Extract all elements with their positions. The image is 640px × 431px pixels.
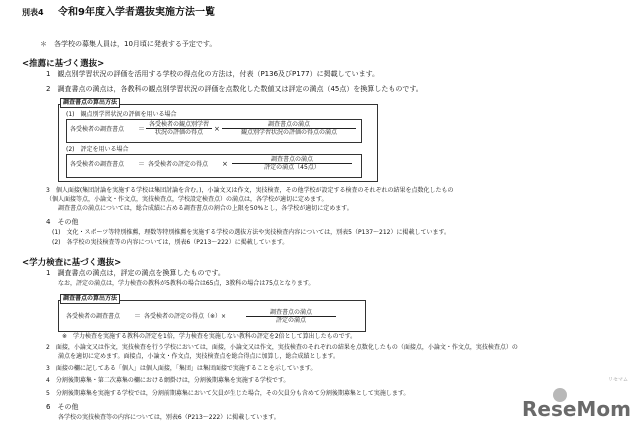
case2-label: (2) 評定を用いる場合	[66, 146, 129, 153]
s1-item4: 4 その他	[46, 218, 79, 226]
section-heading-academic-test: <学力検査に基づく選抜>	[22, 258, 122, 268]
case2-lhs: 各受検者の調査書点	[70, 161, 125, 168]
s2-calc-fraction	[246, 309, 336, 324]
s2-calc-note: ※ 学力検査を実施する教科の評定を1倍，学力検査を実施しない教科の評定を2倍として算出したものです。	[62, 333, 357, 340]
case2-mid: 各受検者の評定の得点	[148, 161, 209, 168]
case1-fraction-2	[222, 121, 356, 136]
case1-frac2-den: 観点別学習状況の評価の得点の満点	[240, 129, 337, 136]
table-label: 別表4	[22, 8, 44, 17]
case2-frac-num: 調査書点の満点	[232, 156, 352, 164]
s1-item4-1: (1) 文化・スポーツ等特別推薦，理数等特別推薦を実施する学校の選抜方法や実技検査内容については，別表5（P137～212）に掲載しています。	[52, 229, 451, 236]
case1-label: (1) 観点別学習状況の評価を用いる場合	[66, 111, 177, 118]
s2-item5: 5 分割後期募集を実施する学校では，分割前期募集において欠員が生じた場合，その欠員分も含めて分割後期募集として実施します。	[46, 390, 410, 397]
s1-item4-2: (2) 各学校の実技検査等の内容については，別表6（P213～222）に掲載しています。	[52, 239, 289, 246]
multiply-sign: ×	[214, 125, 220, 133]
s2-item4: 4 分割後期募集・第二次募集の欄における網掛けは，分割後期募集を実施する学校です。	[46, 377, 290, 384]
equals-sign: ＝	[138, 125, 145, 133]
s2-item1-line2: なお，評定の満点は，学力検査の教科が5教科の場合は65点，3教科の場合は75点となります。	[58, 280, 315, 287]
s2-calc-mid: 各受検者の評定の得点（※）×	[144, 313, 227, 320]
calc-method-tag-1: 調査書点の算出方法	[60, 98, 120, 108]
multiply-sign: ×	[222, 160, 228, 168]
logo-small-text: リセマム	[608, 377, 628, 383]
resemom-logo: ReseMom	[522, 397, 631, 421]
s1-item3-line2: （個人面接等点，小論文・作文点，実技検査点，学校設定検査点）の満点は，各学校が適切に定めます。	[46, 196, 328, 203]
case2-fraction	[232, 156, 352, 171]
s2-item2-line1: 2 面接，小論文又は作文，実技検査を行う学校においては，面接，小論文又は作文，実技検査のそれぞれの結果を点数化したもの（面接点，小論文・作文点，実技検査点）の	[46, 344, 518, 351]
case2-frac-den: 評定の満点（45点）	[264, 164, 320, 171]
equals-sign: ＝	[138, 160, 145, 168]
s2-item2-line2: 満点を適切に定めます。面接点，小論文・作文点，実技検査点を総合得点に加算し，総合成績とします。	[58, 353, 340, 360]
s2-frac-den: 評定の満点	[275, 317, 306, 324]
s1-item3-line1: 3 個人面接(集団討論を実施する学校は集団討論を含む。)，小論文又は作文，実技検査，その他学校が設定する検査のそれぞれの結果を点数化したもの	[46, 187, 454, 194]
s2-item3: 3 面接の欄に記してある「個人」は個人面接，「集団」は集団面接で実施することを示しています。	[46, 365, 317, 372]
calc-method-tag-2: 調査書点の算出方法	[60, 294, 120, 304]
s2-item1-line1: 1 調査書点の満点は，評定の満点を換算したものです。	[46, 269, 225, 277]
s1-item2: 2 調査書点の満点は，各教科の観点別学習状況の評価を点数化した数値又は評定の満点（45点）を換算したものです。	[46, 85, 423, 93]
case1-fraction-1	[146, 121, 212, 136]
notice-text: ＊ 各学校の募集人員は，10月頃に発表する予定です。	[40, 40, 217, 48]
case1-frac2-num: 調査書点の満点	[222, 121, 356, 129]
s2-frac-num: 調査書点の満点	[246, 309, 336, 317]
page-title: 令和9年度入学者選抜実施方法一覧	[58, 7, 215, 18]
equals-sign: ＝	[134, 312, 141, 320]
case1-frac1-den: 状況の評価の得点	[154, 129, 203, 136]
section-heading-recommendation: <推薦に基づく選抜>	[22, 59, 105, 69]
case1-lhs: 各受検者の調査書点	[70, 126, 125, 133]
s2-item6-1: 各学校の実技検査等の内容については，別表6（P213～222）に掲載しています。	[58, 414, 280, 421]
s1-item3-line3: 調査書点の満点については，総合成績に占める調査書点の割合の上限を50%とし，各学校が適切に定めます。	[58, 205, 353, 212]
s2-item6: 6 その他	[46, 403, 79, 411]
s2-calc-lhs: 各受検者の調査書点	[66, 313, 121, 320]
s1-item1: 1 観点別学習状況の評価を活用する学校の得点化の方法は，付表（P136及びP177）に掲載しています。	[46, 70, 380, 78]
case1-frac1-num: 各受検者の観点別学習	[146, 121, 212, 129]
